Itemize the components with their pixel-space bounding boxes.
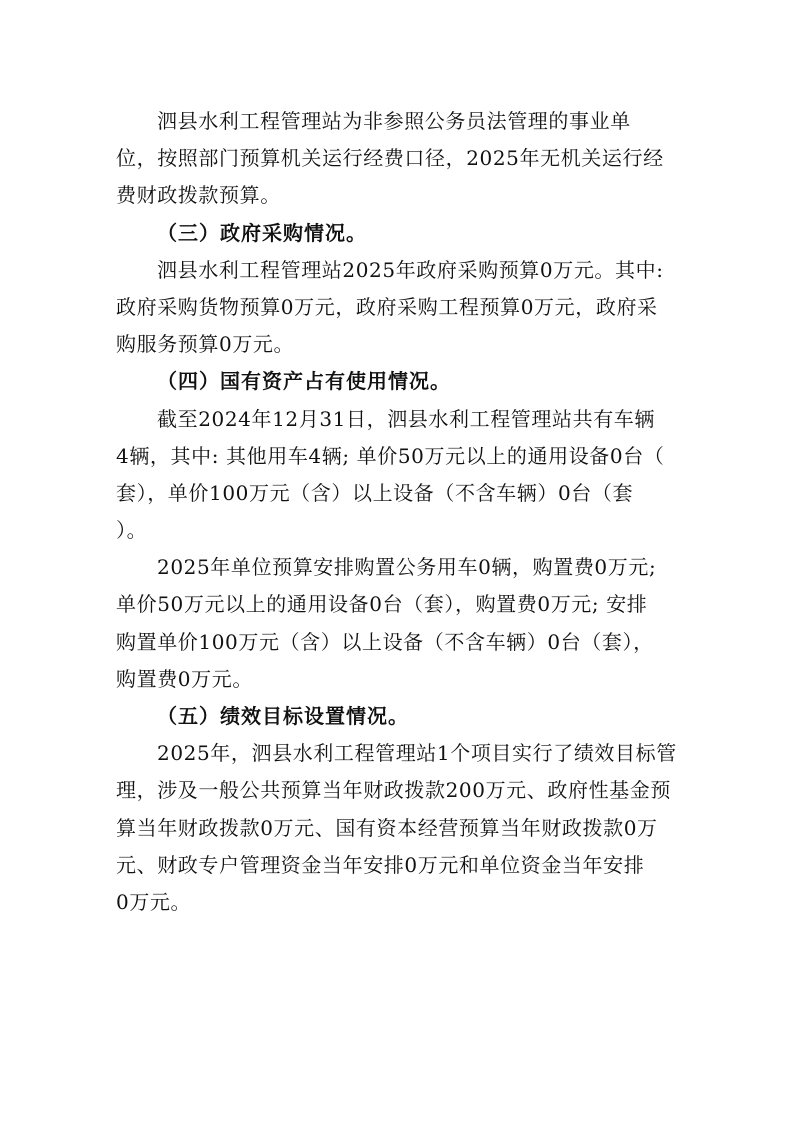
section-heading-assets: （四）国有资产占有使用情况。 [157, 369, 451, 394]
paragraph-line: 费财政拨款预算。 [116, 183, 281, 208]
paragraph-line: 算当年财政拨款0万元、国有资本经营预算当年财政拨款0万 [116, 815, 658, 840]
document-body [116, 103, 676, 921]
paragraph-line: 泗县水利工程管理站2025年政府采购预算0万元。其中: [157, 257, 664, 282]
paragraph-line: 政府采购货物预算0万元，政府采购工程预算0万元，政府采 [116, 294, 658, 319]
paragraph-line: 泗县水利工程管理站为非参照公务员法管理的事业单 [157, 109, 631, 133]
paragraph-line: 2025年单位预算安排购置公务用车0辆，购置费0万元; [157, 555, 657, 580]
section-heading-procurement: （三）政府采购情况。 [157, 220, 367, 245]
paragraph-line: 截至2024年12月31日，泗县水利工程管理站共有车辆 [157, 406, 655, 431]
paragraph-line: 2025年，泗县水利工程管理站1个项目实行了绩效目标管 [157, 741, 677, 766]
paragraph-line: 0万元。 [116, 889, 192, 914]
paragraph-line: ）。 [116, 518, 148, 543]
paragraph-line: 理，涉及一般公共预算当年财政拨款200万元、政府性基金预 [116, 778, 671, 803]
paragraph-line: 单价50万元以上的通用设备0台（套），购置费0万元; 安排 [116, 592, 648, 617]
section-heading-performance: （五）绩效目标设置情况。 [157, 704, 409, 728]
paragraph-line: 套），单价100万元（含）以上设备（不含车辆）0台（套 [116, 480, 634, 505]
paragraph-line: 购置费0万元。 [116, 666, 253, 691]
paragraph-line: 位，按照部门预算机关运行经费口径，2025年无机关运行经 [116, 146, 664, 171]
paragraph-line: 购置单价100万元（含）以上设备（不含车辆）0台（套）， [116, 629, 654, 654]
paragraph-line: 4辆，其中: 其他用车4辆; 单价50万元以上的通用设备0台（ [116, 443, 665, 468]
paragraph-line: 元、财政专户管理资金当年安排0万元和单位资金当年安排 [116, 852, 645, 877]
paragraph-line: 购服务预算0万元。 [116, 332, 295, 357]
